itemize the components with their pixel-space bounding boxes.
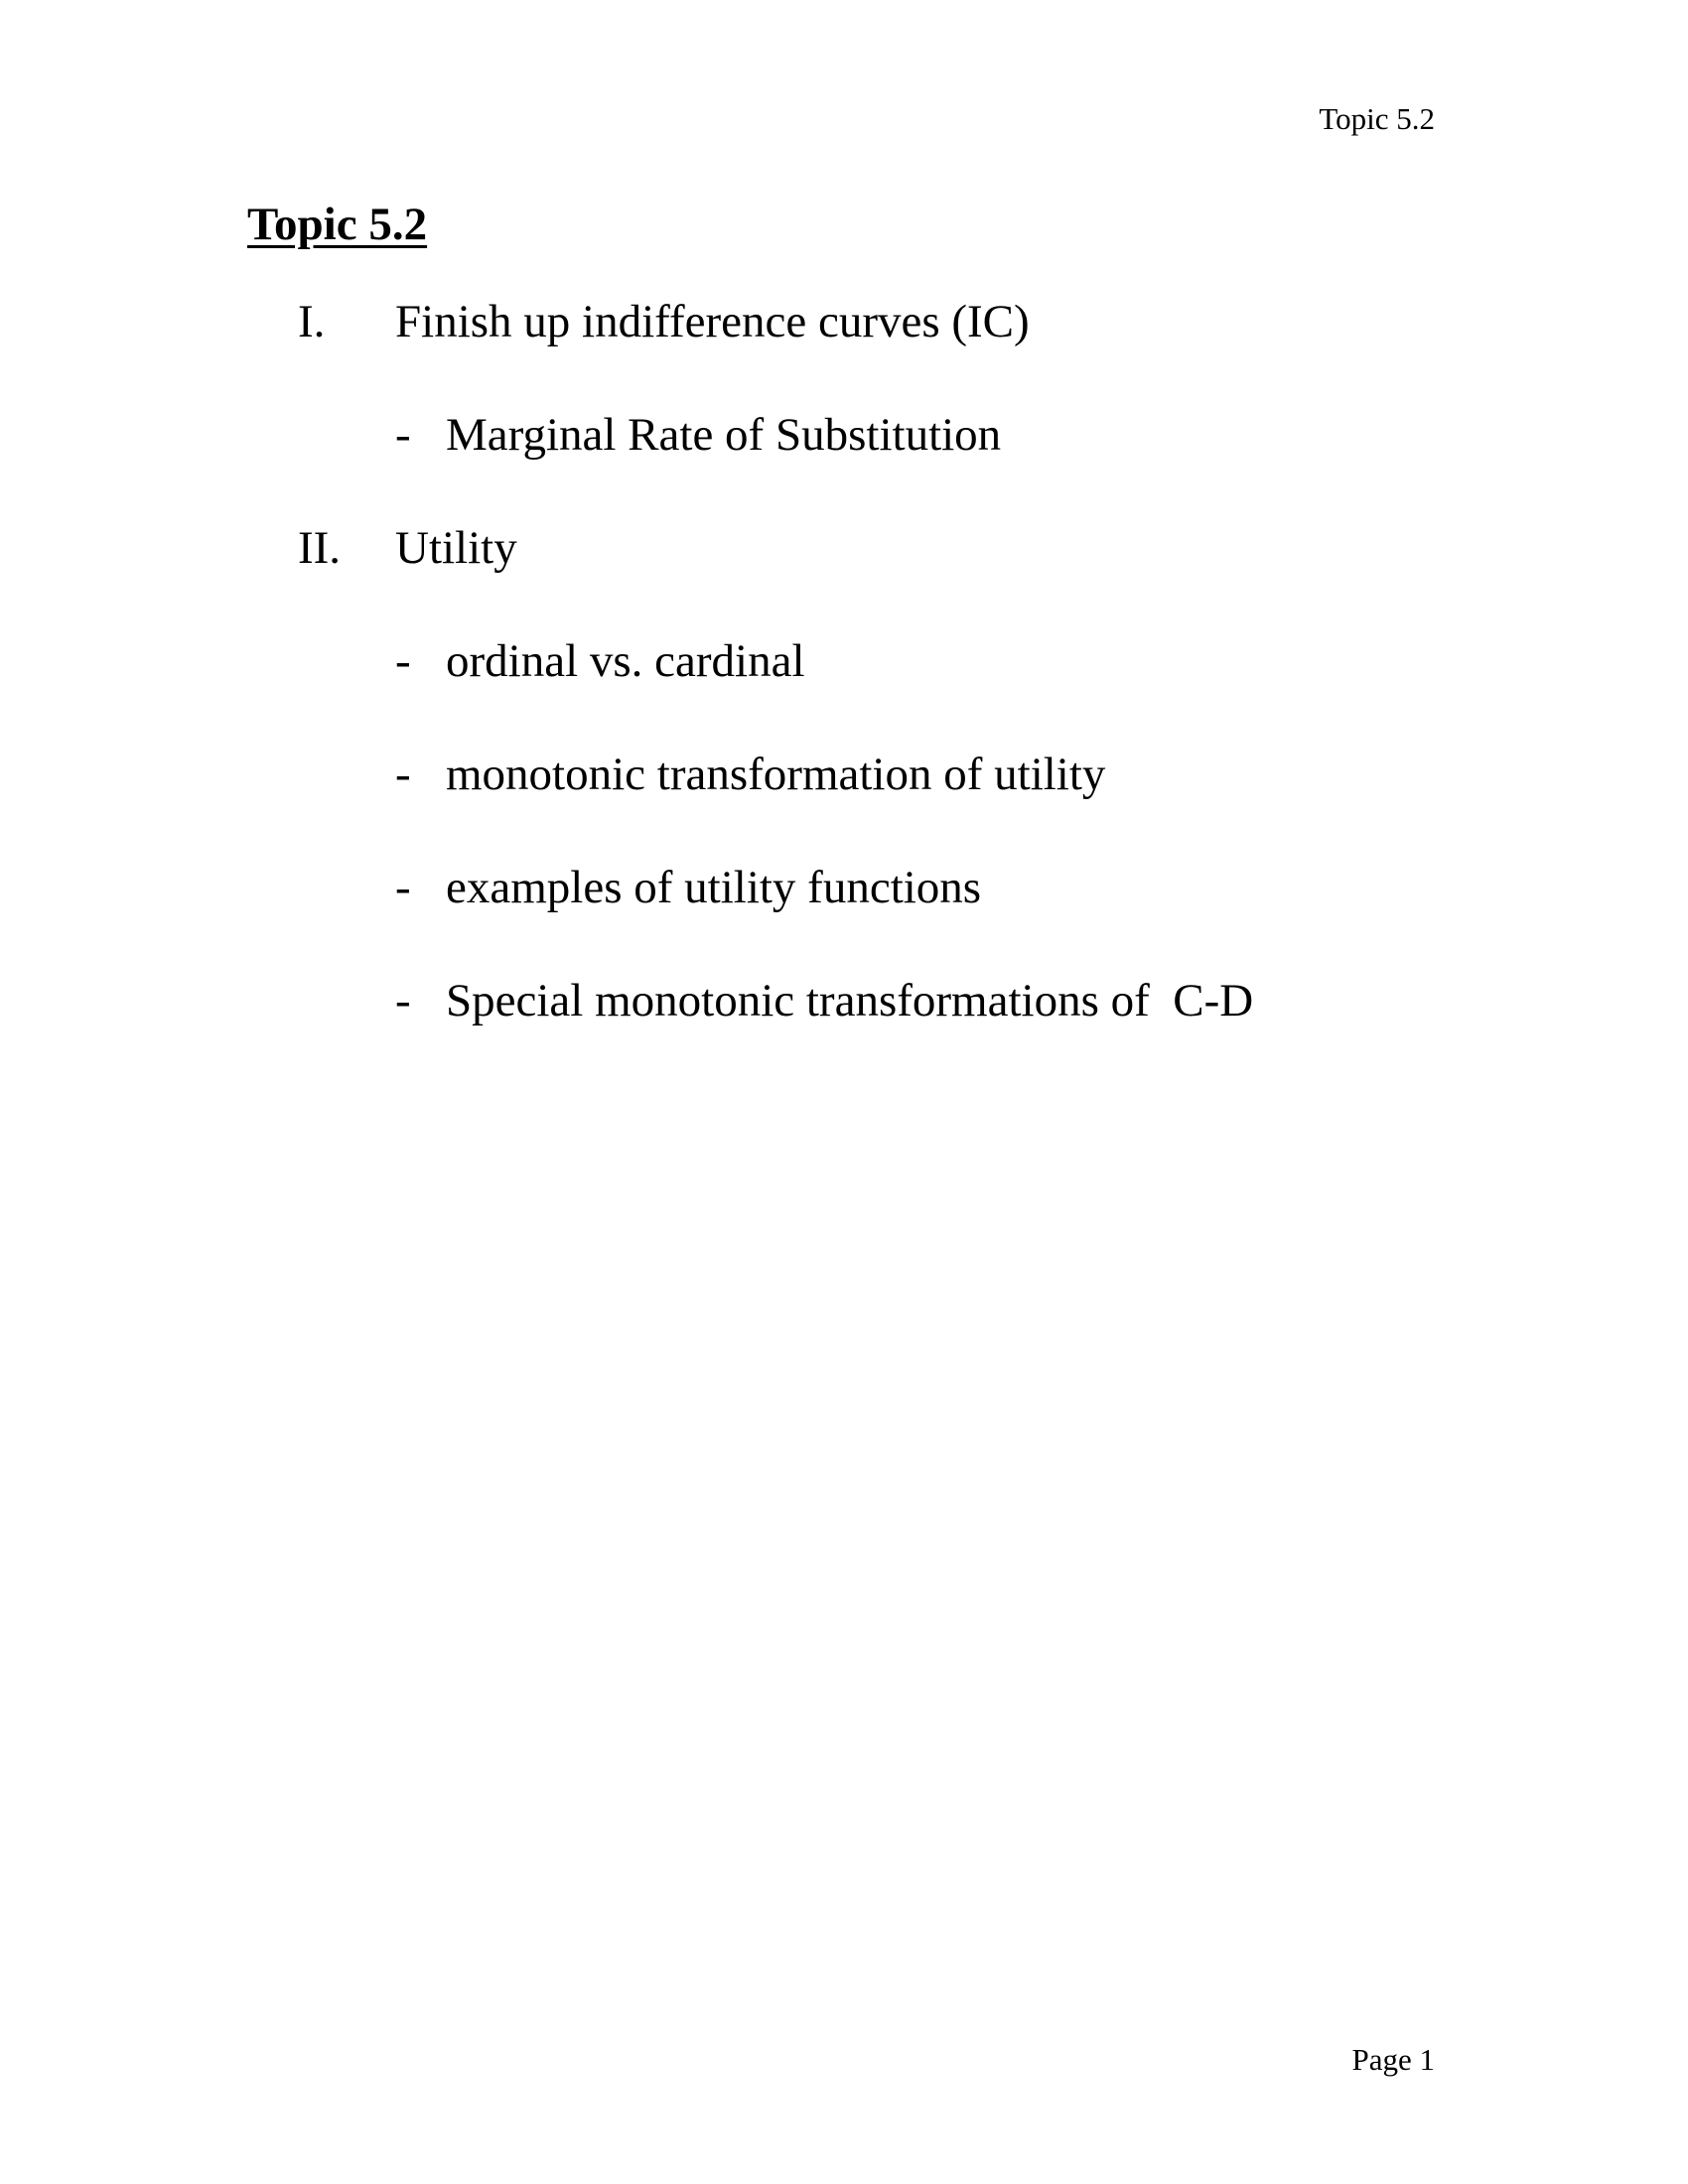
outline-item-2 — [0, 513, 1688, 583]
page-title: Topic 5.2 — [247, 199, 428, 250]
outline-subitem — [0, 966, 1688, 1035]
outline-item-text: Finish up indifference curves (IC) — [395, 296, 1030, 347]
outline-subitem — [0, 740, 1688, 809]
outline-item-text: Utility — [395, 522, 517, 574]
outline-numeral: I. — [298, 296, 326, 347]
page-number: Page 1 — [1351, 2042, 1435, 2077]
dash-bullet: - — [395, 862, 411, 913]
outline-subitem — [0, 400, 1688, 470]
outline-item-1 — [0, 287, 1688, 356]
outline-subitem — [0, 626, 1688, 696]
outline-subitem-text: Special monotonic transformations of C-D — [446, 975, 1254, 1026]
dash-bullet: - — [395, 635, 411, 687]
running-header: Topic 5.2 — [1319, 101, 1435, 136]
dash-bullet: - — [395, 975, 411, 1026]
outline-numeral: II. — [298, 522, 342, 574]
outline-subitem — [0, 853, 1688, 922]
outline-subitem-text: Marginal Rate of Substitution — [446, 409, 1002, 461]
outline-subitem-text: ordinal vs. cardinal — [446, 635, 805, 687]
outline-subitem-text: examples of utility functions — [446, 862, 982, 913]
outline-subitem-text: monotonic transformation of utility — [446, 749, 1106, 800]
dash-bullet: - — [395, 749, 411, 800]
dash-bullet: - — [395, 409, 411, 461]
